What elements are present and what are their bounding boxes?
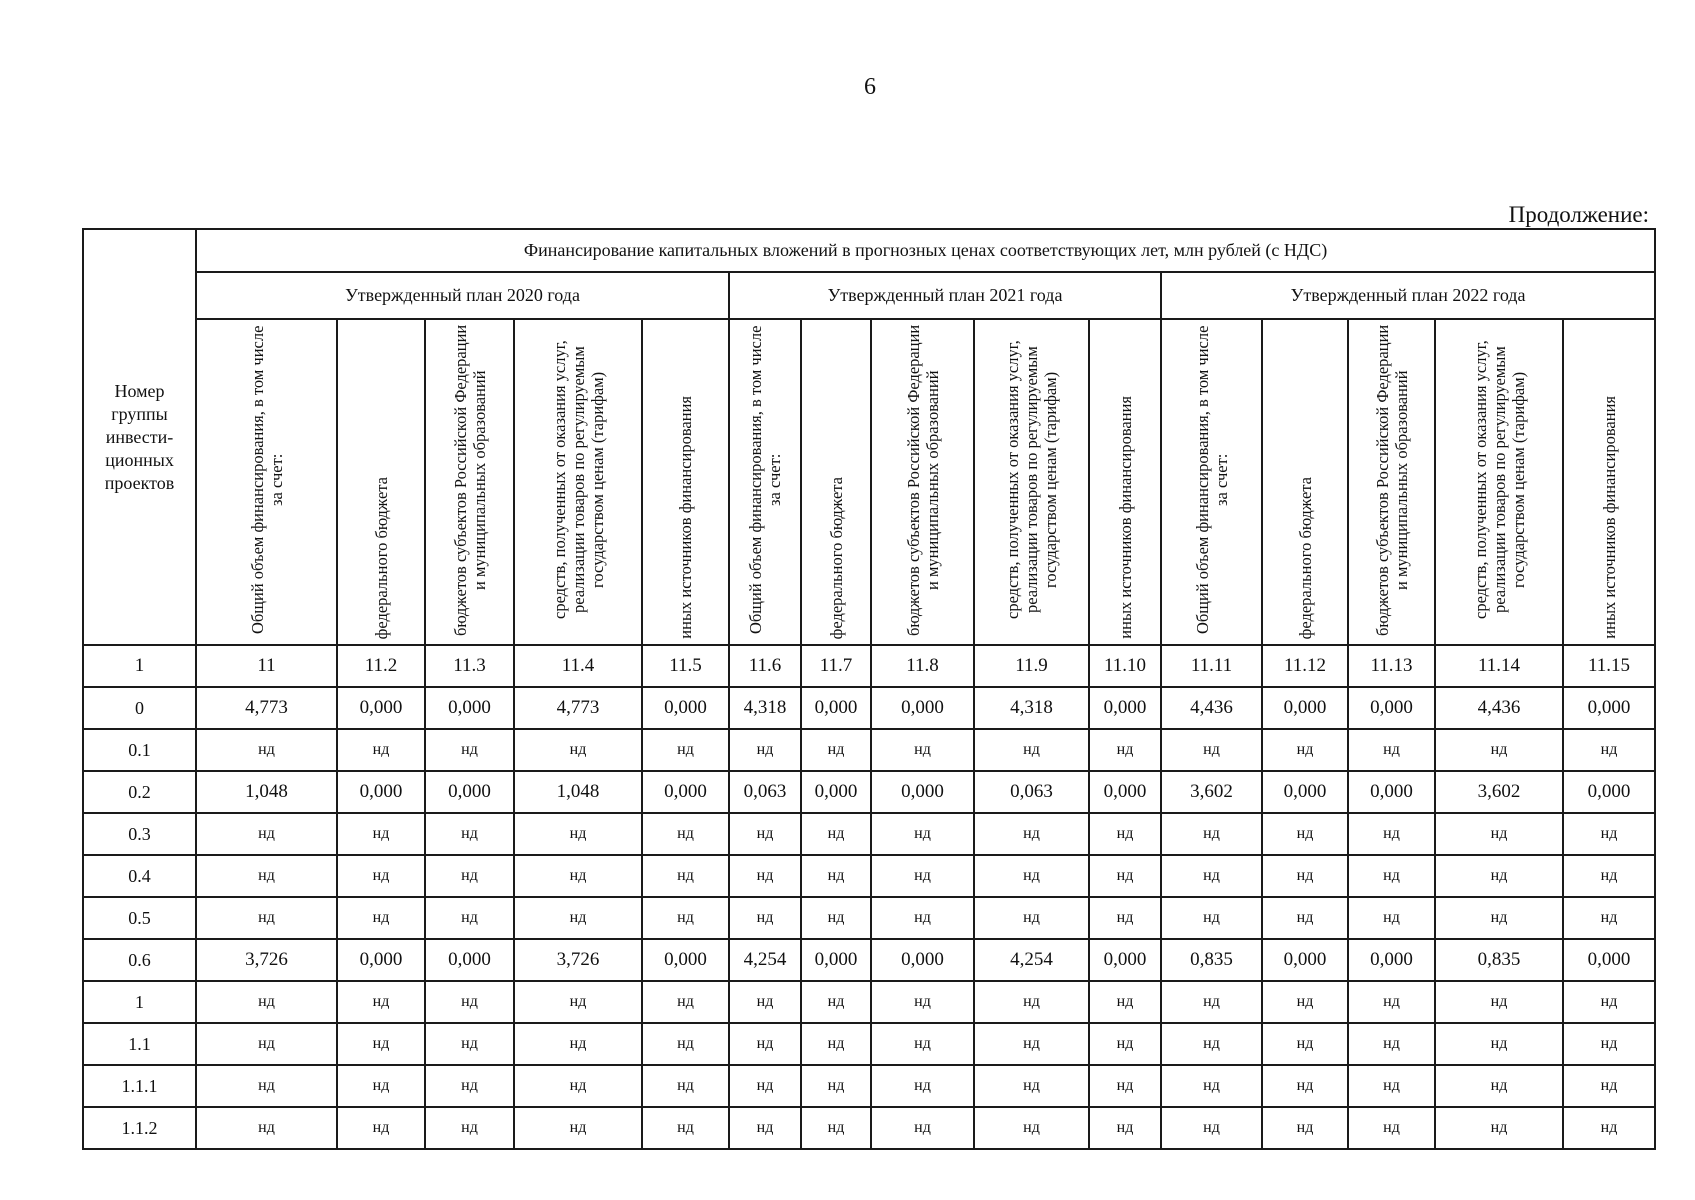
table-cell: нд (196, 855, 337, 897)
table-cell: 4,773 (196, 687, 337, 729)
table-cell: нд (1262, 1065, 1348, 1107)
table-cell: нд (1262, 897, 1348, 939)
table-cell: 0,835 (1435, 939, 1563, 981)
year-groups-row (83, 272, 1655, 319)
row-id: 0.3 (83, 813, 196, 855)
table-cell: нд (425, 729, 514, 771)
table-cell: нд (871, 897, 974, 939)
table-cell: нд (1161, 855, 1262, 897)
table-cell: нд (974, 1065, 1089, 1107)
sub-header (1563, 319, 1655, 645)
row-id: 0.2 (83, 771, 196, 813)
table-cell: нд (801, 981, 871, 1023)
table-cell: нд (729, 813, 801, 855)
sub-header-text: Общий объем финансирования, в том числе за счет: (247, 325, 286, 635)
table-cell: 0,000 (1563, 687, 1655, 729)
table-cell: нд (1262, 1107, 1348, 1149)
table-cell: нд (425, 981, 514, 1023)
table-cell: нд (1161, 729, 1262, 771)
table-cell: 3,602 (1435, 771, 1563, 813)
table-cell: 0,000 (1348, 771, 1435, 813)
table-cell: нд (1348, 855, 1435, 897)
table-cell: 1,048 (196, 771, 337, 813)
table-row (83, 897, 1655, 939)
table-cell: нд (974, 729, 1089, 771)
sub-header (337, 319, 425, 645)
table-cell: 0,063 (729, 771, 801, 813)
table-cell: 0,000 (425, 939, 514, 981)
table-cell: нд (1563, 1065, 1655, 1107)
main-header: Финансирование капитальных вложений в прогнозных ценах соответствующих лет, млн рублей (с НДС) (196, 229, 1655, 272)
table-cell: нд (729, 1065, 801, 1107)
table-cell: нд (1089, 1023, 1161, 1065)
table-cell: нд (1089, 1065, 1161, 1107)
row-id: 0 (83, 687, 196, 729)
table-row (83, 729, 1655, 771)
sub-header (1089, 319, 1161, 645)
table-cell: 0,000 (425, 687, 514, 729)
table-cell: нд (337, 1107, 425, 1149)
table-cell: 1,048 (514, 771, 642, 813)
sub-header-text: иных источников финансирования (1115, 396, 1135, 639)
column-number: 11.4 (514, 645, 642, 687)
sub-header-text: бюджетов субъектов Российской Федерации и муниципальных образований (450, 324, 489, 636)
column-number: 1 (83, 645, 196, 687)
sub-header (196, 319, 337, 645)
table-cell: нд (642, 855, 729, 897)
table-cell: нд (729, 1023, 801, 1065)
sub-header (729, 319, 801, 645)
table-cell: нд (1262, 813, 1348, 855)
table-cell: 0,000 (337, 771, 425, 813)
table-cell: нд (974, 897, 1089, 939)
table-cell: нд (337, 981, 425, 1023)
table-cell: нд (871, 813, 974, 855)
row-id: 1.1.1 (83, 1065, 196, 1107)
row-id: 1.1.2 (83, 1107, 196, 1149)
table-cell: нд (1348, 813, 1435, 855)
table-cell: нд (801, 729, 871, 771)
year-group-header: Утвержденный план 2021 года (729, 272, 1161, 319)
table-cell: нд (1161, 897, 1262, 939)
table-cell: 0,000 (1089, 939, 1161, 981)
table-cell: нд (1435, 855, 1563, 897)
table-cell: нд (974, 855, 1089, 897)
table-cell: нд (801, 855, 871, 897)
table-cell: 0,000 (1262, 771, 1348, 813)
page-number: 6 (864, 74, 876, 100)
sub-header-text: бюджетов субъектов Российской Федерации и муниципальных образований (903, 324, 942, 636)
table-cell: нд (337, 1065, 425, 1107)
table-cell: нд (974, 1107, 1089, 1149)
table-cell: 0,000 (425, 771, 514, 813)
table-cell: нд (642, 1107, 729, 1149)
column-number: 11.2 (337, 645, 425, 687)
table-cell: 0,000 (871, 939, 974, 981)
column-number: 11.13 (1348, 645, 1435, 687)
table-cell: нд (1348, 897, 1435, 939)
financing-table (82, 228, 1656, 1150)
table-cell: нд (337, 855, 425, 897)
sub-header (1435, 319, 1563, 645)
column-number: 11.7 (801, 645, 871, 687)
table-cell: нд (514, 855, 642, 897)
table-cell: нд (1435, 897, 1563, 939)
table-cell: нд (425, 813, 514, 855)
table-cell: нд (1563, 897, 1655, 939)
row-id: 0.6 (83, 939, 196, 981)
table-cell: нд (801, 1107, 871, 1149)
table-cell: нд (974, 1023, 1089, 1065)
table-cell: нд (514, 729, 642, 771)
table-cell: нд (642, 813, 729, 855)
table-cell: нд (642, 897, 729, 939)
table-cell: 0,000 (801, 687, 871, 729)
table-cell: 0,000 (1348, 939, 1435, 981)
table-cell: нд (871, 855, 974, 897)
table-cell: нд (729, 1107, 801, 1149)
sub-header (801, 319, 871, 645)
table-cell: 0,000 (801, 771, 871, 813)
table-cell: нд (1262, 981, 1348, 1023)
sub-header-text: Общий объем финансирования, в том числе за счет: (1192, 325, 1231, 635)
table-cell: нд (1563, 1023, 1655, 1065)
table-cell: 4,436 (1435, 687, 1563, 729)
column-number: 11 (196, 645, 337, 687)
column-number: 11.10 (1089, 645, 1161, 687)
table-cell: нд (337, 813, 425, 855)
table-cell: нд (642, 1023, 729, 1065)
sub-header-text: средств, полученных от оказания услуг, реализации товаров по регулируемым государством ценам (тарифам) (549, 340, 607, 620)
table-cell: нд (196, 897, 337, 939)
table-cell: нд (425, 897, 514, 939)
table-row (83, 1065, 1655, 1107)
row-id: 0.1 (83, 729, 196, 771)
table-cell: нд (514, 813, 642, 855)
table-cell: 0,000 (1262, 687, 1348, 729)
table-cell: нд (801, 1065, 871, 1107)
table-cell: 0,000 (337, 687, 425, 729)
year-group-header: Утвержденный план 2020 года (196, 272, 729, 319)
table-cell: нд (974, 813, 1089, 855)
table-cell: нд (1563, 729, 1655, 771)
row-number-header-text: Номер группы инвести-ционных проектов (104, 380, 175, 493)
table-cell: нд (801, 1023, 871, 1065)
table-cell: 4,254 (974, 939, 1089, 981)
table-cell: нд (1348, 729, 1435, 771)
sub-header (1161, 319, 1262, 645)
table-cell: нд (425, 855, 514, 897)
table-cell: нд (514, 1065, 642, 1107)
table-cell: нд (1435, 813, 1563, 855)
table-cell: нд (871, 1023, 974, 1065)
column-numbers-row (83, 645, 1655, 687)
table-cell: 4,318 (974, 687, 1089, 729)
column-number: 11.14 (1435, 645, 1563, 687)
table-cell: нд (1089, 813, 1161, 855)
table-cell: 3,726 (514, 939, 642, 981)
table-cell: нд (871, 729, 974, 771)
sub-header (642, 319, 729, 645)
table-cell: нд (1089, 729, 1161, 771)
table-cell: нд (1089, 981, 1161, 1023)
table-cell: нд (1563, 1107, 1655, 1149)
sub-header (974, 319, 1089, 645)
table-cell: нд (1563, 855, 1655, 897)
table-cell: нд (1161, 1065, 1262, 1107)
table-cell: нд (1262, 855, 1348, 897)
table-cell: нд (337, 729, 425, 771)
table-cell: нд (1348, 1065, 1435, 1107)
row-id: 0.4 (83, 855, 196, 897)
table-row (83, 813, 1655, 855)
table-cell: нд (974, 981, 1089, 1023)
sub-headers-row (83, 319, 1655, 645)
table-cell: 0,000 (642, 939, 729, 981)
table-row (83, 855, 1655, 897)
table-cell: нд (1262, 1023, 1348, 1065)
table-body (83, 645, 1655, 1149)
table-cell: 0,000 (871, 687, 974, 729)
column-number: 11.9 (974, 645, 1089, 687)
column-number: 11.8 (871, 645, 974, 687)
table-cell: 3,602 (1161, 771, 1262, 813)
table-cell: нд (1161, 1023, 1262, 1065)
table-row (83, 687, 1655, 729)
table-row (83, 1023, 1655, 1065)
table-cell: нд (514, 981, 642, 1023)
table-cell: нд (1161, 813, 1262, 855)
table-cell: нд (801, 897, 871, 939)
table-cell: нд (514, 1023, 642, 1065)
table-cell: нд (729, 981, 801, 1023)
column-number: 11.11 (1161, 645, 1262, 687)
table-cell: нд (642, 981, 729, 1023)
row-number-header (83, 229, 196, 645)
table-cell: нд (514, 897, 642, 939)
column-number: 11.6 (729, 645, 801, 687)
table-cell: нд (196, 1023, 337, 1065)
table-cell: 4,436 (1161, 687, 1262, 729)
table-cell: 0,835 (1161, 939, 1262, 981)
column-number: 11.3 (425, 645, 514, 687)
sub-header-text: федерального бюджета (826, 476, 846, 639)
table-cell: нд (1161, 1107, 1262, 1149)
table-cell: нд (337, 1023, 425, 1065)
table-cell: нд (196, 1065, 337, 1107)
sub-header-text: иных источников финансирования (676, 396, 695, 639)
table-cell: нд (729, 897, 801, 939)
table-cell: нд (337, 897, 425, 939)
table-cell: нд (1089, 897, 1161, 939)
sub-header (425, 319, 514, 645)
table-cell: нд (642, 1065, 729, 1107)
table-cell: нд (1348, 1023, 1435, 1065)
table-cell: нд (196, 729, 337, 771)
table-cell: нд (871, 1065, 974, 1107)
table-cell: нд (1435, 729, 1563, 771)
table-row (83, 1107, 1655, 1149)
sub-header-text: федерального бюджета (371, 476, 391, 639)
table-row (83, 771, 1655, 813)
table-cell: нд (425, 1065, 514, 1107)
table-cell: нд (196, 1107, 337, 1149)
sub-header (1348, 319, 1435, 645)
table-cell: нд (1161, 981, 1262, 1023)
table-cell: 0,000 (871, 771, 974, 813)
column-number: 11.12 (1262, 645, 1348, 687)
table-cell: 0,000 (1262, 939, 1348, 981)
table-cell: нд (1348, 981, 1435, 1023)
row-id: 0.5 (83, 897, 196, 939)
table-cell: 0,000 (1563, 771, 1655, 813)
table-cell: нд (1563, 981, 1655, 1023)
table-cell: нд (729, 729, 801, 771)
table-cell: 0,000 (1089, 687, 1161, 729)
table-cell: 0,000 (1348, 687, 1435, 729)
sub-header-text: Общий объем финансирования, в том числе за счет: (746, 325, 784, 635)
table-row (83, 981, 1655, 1023)
table-cell: 4,254 (729, 939, 801, 981)
table-cell: нд (425, 1107, 514, 1149)
table-cell: 0,000 (642, 771, 729, 813)
column-number: 11.5 (642, 645, 729, 687)
sub-header-text: средств, полученных от оказания услуг, реализации товаров по регулируемым государством ценам (тарифам) (1470, 340, 1528, 620)
table-cell: нд (871, 1107, 974, 1149)
sub-header-text: иных источников финансирования (1599, 396, 1619, 639)
table-cell: нд (1435, 981, 1563, 1023)
table-cell: 0,000 (1089, 771, 1161, 813)
sub-header-text: бюджетов субъектов Российской Федерации и муниципальных образований (1372, 324, 1411, 636)
table-cell: нд (642, 729, 729, 771)
table-cell: нд (1435, 1065, 1563, 1107)
column-number: 11.15 (1563, 645, 1655, 687)
table-cell: 0,000 (642, 687, 729, 729)
table-cell: 0,000 (801, 939, 871, 981)
table-cell: нд (871, 981, 974, 1023)
row-id: 1.1 (83, 1023, 196, 1065)
table-cell: нд (196, 813, 337, 855)
table-cell: нд (1262, 729, 1348, 771)
continuation-label: Продолжение: (1508, 202, 1649, 227)
table-cell: нд (196, 981, 337, 1023)
year-group-header: Утвержденный план 2022 года (1161, 272, 1655, 319)
sub-header (871, 319, 974, 645)
table-cell: нд (425, 1023, 514, 1065)
table-cell: нд (514, 1107, 642, 1149)
table-cell: нд (1435, 1023, 1563, 1065)
table-cell: нд (1563, 813, 1655, 855)
sub-header-text: федерального бюджета (1295, 476, 1315, 639)
table-cell: 0,000 (1563, 939, 1655, 981)
row-id: 1 (83, 981, 196, 1023)
table-cell: нд (729, 855, 801, 897)
table-cell: 4,773 (514, 687, 642, 729)
table-cell: нд (1089, 1107, 1161, 1149)
table-cell: нд (1348, 1107, 1435, 1149)
sub-header-text: средств, полученных от оказания услуг, реализации товаров по регулируемым государством ценам (тарифам) (1003, 340, 1060, 620)
table-cell: 0,000 (337, 939, 425, 981)
table-cell: нд (1089, 855, 1161, 897)
table-cell: нд (801, 813, 871, 855)
table-row (83, 939, 1655, 981)
table-cell: 4,318 (729, 687, 801, 729)
sub-header (514, 319, 642, 645)
sub-header (1262, 319, 1348, 645)
table-cell: 3,726 (196, 939, 337, 981)
table-cell: нд (1435, 1107, 1563, 1149)
table-cell: 0,063 (974, 771, 1089, 813)
